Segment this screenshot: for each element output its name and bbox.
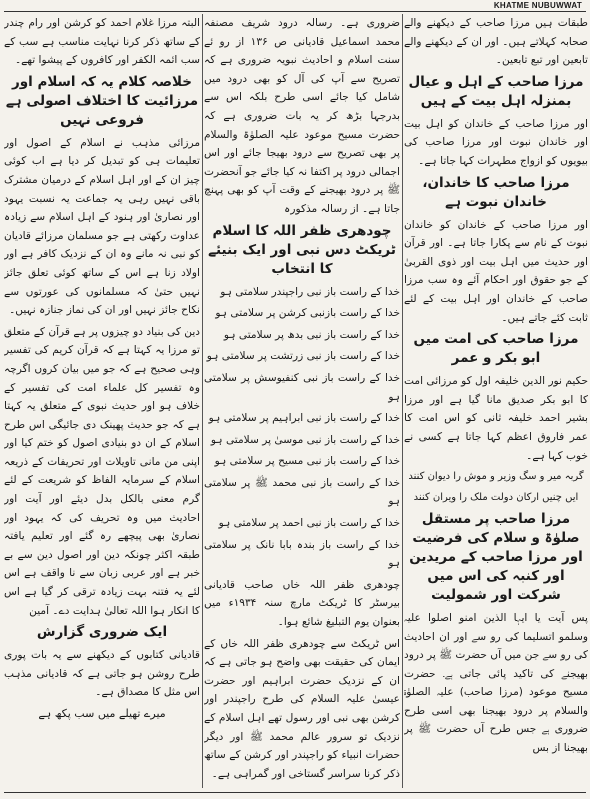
- section-heading: مرزا صاحب پر مستقل صلوٰۃ و سلام کی فرضیت اور مرزا صاحب کے مریدین اور کنبہ کی اس میں شرکت اور شمولیت: [409, 510, 583, 603]
- column-right: [404, 14, 588, 788]
- list-item: خدا کے راست باز نبی احمد پر سلامتی ہو: [218, 517, 400, 530]
- section-heading: مرزا صاحب کی امت میں ابو بکر و عمر: [413, 331, 579, 367]
- paragraph: پس آیت یا ایہا الذین امنو اصلوا علیہ وسلمو اتسلیما کی رو سے اور ان احادیث کی رو سے جن میں آں حضرت ﷺ پر درود بھیجنے کی تاکید پائی جاتی ہے۔ حضرت مسیح موعود (مرزا صاحب) علیہ الصلوٰۃ والسلام پر درود بھیجنا بھی اسی طرح ضروری ہے جس طرح آں حضرت ﷺ پر بھیجنا از بس: [404, 611, 588, 755]
- list-item: خدا کے راست باز نبی کنفیوسش پر سلامتی ہو: [204, 371, 400, 403]
- paragraph: دین کی بنیاد دو چیزوں پر ہے قرآن کے متعلق تو مرزا یہ کہتا ہے کہ قرآن کریم کی تفسیر وہی صحیح ہے کہ جو میں بیان کروں اگرچہ وہ تفسیر کل علماء امت کی تفسیر کے خلاف ہو اور حدیث نبوی کے متعلق یہ کہتا ہے کہ جو حدیث پھینک دی جائیگی اس طرح اسلام کے ان دو بنیادی اصول کو ختم کیا اور اپنی من مانی تاویلات اور تحریفات کے ذریعہ اسلام کے سرمایہ الفاظ کو شریعت کے لئے گرم معنی بالکل بدل دیئے اور آیت اور احادیث میں وہ تحریف کی کہ یہود اور نصاریٰ بھی پیچھے رہ گئے اور تعلیم یافتہ طبقہ اکثر چونکہ دین اور اصول دین سے بے خبر ہے اور عربی زبان سے نا واقف ہے اس لئے یہ فتنہ بہت زیادہ ترقی کر گیا ہے اس کا انکار ہوا اللہ تعالیٰ ہدایت دے۔ آمین: [4, 325, 200, 617]
- column-divider: [202, 14, 203, 788]
- paragraph: حکیم نور الدین خلیفہ اول کو مرزائی امت کا ابو بکر صدیق مانا گیا ہے اور مرزا بشیر احمد خلیفہ ثانی کو اس امت کا عمر فاروق اعظم کہا جاتا ہے کسی نے خوب کہا ہے۔: [404, 375, 588, 462]
- list-item: خدا کے راست باز بندہ بابا نانک پر سلامتی ہو: [204, 538, 400, 570]
- list-item: خدا کے راست باز نبی محمد ﷺ پر سلامتی ہو: [204, 476, 400, 508]
- salutation-list: [204, 283, 400, 573]
- paragraph: چودھری ظفر اللہ خاں صاحب قادیانی بیرسٹر کا ٹریکٹ مارچ سنہ ۱۹۳۴ء میں بعنوان یوم التبلیغ شائع ہوا۔: [204, 578, 400, 629]
- section-heading: ایک ضروری گزارش: [36, 624, 168, 641]
- section-heading: مرزا صاحب کے اہل و عیال بمنزلہ اہل بیت کے ہیں: [408, 73, 584, 109]
- list-item: خدا کے راست باز نبی موسیٰ پر سلامتی ہو: [210, 433, 400, 446]
- proverb-line: میرے تھیلے میں سب پکھ ہے: [38, 707, 166, 720]
- footer-rule: [4, 792, 586, 793]
- section-heading: مرزا صاحب کا خاندان، خاندان نبوت ہے: [422, 174, 570, 210]
- verse-line: ایں چنیں ارکان دولت ملک را ویران کنند: [413, 491, 579, 503]
- header-rule: [4, 11, 586, 12]
- paragraph: اس ٹریکٹ سے چودھری ظفر اللہ خاں کے ایمان کی حقیقت بھی واضح ہو جاتی ہے کہ ان کے نزدیک حضرت ابراہیم اور حضرت عیسیٰ علیہ السلام کی طرح راجپندر اور کرشن بھی نبی اور رسول تھے اہل اسلام کے نزدیک تو سرور عالم محمد ﷺ اور دیگر حضرات انبیاء کو راجپندر اور کرشن کے ساتھ ذکر کرنا سراسر گستاخی اور گمراہی ہے۔: [204, 637, 400, 780]
- paragraph: اور مرزا صاحب کے خاندان کو خاندان نبوت کے نام سے پکارا جاتا ہے۔ اور قرآن اور حدیث میں اہل بیت اور ذوی القربیٰ کے جو حقوق اور احکام آئے وہ سب مرزا صاحب کے خاندان اور اہل بیت کے لئے ثابت کئے جاتے ہیں۔: [404, 218, 588, 324]
- column-divider: [402, 14, 403, 788]
- paragraph: ضروری ہے۔ رسالہ درود شریف مصنفہ محمد اسماعیل قادیانی ص ۱۳۶ از رو ئے سنت اسلام و احادیث نبویہ ضروری ہے کہ تصریح سے آپ کی آل کو بھی درود میں شامل کیا جائے اسی طرح بلکہ اس سے بدرجہا بڑھ کر یہ بات ضروری ہے کہ حضرت مسیح موعود علیہ الصلوٰۃ والسلام پر بھی تصریح سے درود بھیجا جائے اور اس اجمالی درود پر اکتفا نہ کیا جائے جو آنحضرت ﷺ پر درود بھیجنے کے وقت آپ کو بھی پہنچ جاتا ہے۔ از رسالہ مذکورہ: [204, 17, 400, 215]
- list-item: خدا کے راست باز نبی ابراہیم پر سلامتی ہو: [208, 412, 400, 425]
- paragraph: مرزائی مذہب نے اسلام کے اصول اور تعلیمات ہی کو تبدیل کر دیا ہے اب کوئی چیز ان کے اور اہل اسلام کے درمیان مشترک باقی نہیں رہی یہ جماعت یہ نسبت یہود اور نصاریٰ اور ہنود کے اہل اسلام سے زیادہ عداوت رکھتی ہے جو مسلمان مرزائے قادیان کو نبی نہ مانے وہ ان کے نزدیک کافر ہے اور اولاد زنا ہے اس کے ساتھ کوئی تعلق جائز نہیں حتیٰ کہ مسلمانوں کی عورتوں سے نکاح جائز نہیں اور ان کی نماز جنازہ نہیں۔: [4, 136, 200, 317]
- paragraph: طبقات ہیں مرزا صاحب کے دیکھنے والے صحابہ کہلاتے ہیں۔ اور ان کے دیکھنے والے تابعین اور تبع تابعین۔: [404, 17, 588, 67]
- list-item: خدا کے راست باز نبی زرتشت پر سلامتی ہو: [206, 350, 400, 363]
- section-heading: خلاصہ کلام یہ کہ اسلام اور مرزائیت کا اختلاف اصولی ہے فروعی نہیں: [5, 73, 199, 128]
- section-heading: چودھری ظفر اللہ کا اسلام ٹریکٹ دس نبی اور ایک بنیئے کا انتخاب: [208, 222, 396, 277]
- list-item: خدا کے راست باز نبی راجپندر سلامتی ہو: [220, 285, 400, 298]
- list-item: خدا کے راست بازنبی کرشن پر سلامتی ہو: [215, 307, 400, 320]
- list-item: خدا کے راست باز نبی بدھ پر سلامتی ہو: [223, 328, 400, 341]
- list-item: خدا کے راست باز نبی مسیح پر سلامتی ہو: [214, 455, 400, 468]
- column-left: [4, 14, 200, 788]
- paragraph: البتہ مرزا غلام احمد کو کرشن اور رام چندر کے ساتھ ذکر کرنا نہایت مناسب ہے سب کے سب ائمہ الکفر اور کافروں کے پیشوا تھے۔: [4, 17, 200, 67]
- verse-line: گربہ میر و سگ وزیر و موش را دیوان کنند: [408, 471, 584, 483]
- paragraph: اور مرزا صاحب کے خاندان کو اہل بیت اور خاندان نبوت اور مرزا صاحب کی بیویوں کو ازواج مطہرات کہا جاتا ہے۔: [404, 117, 588, 167]
- paragraph: قادیانی کتابوں کے دیکھنے سے یہ بات پوری طرح روشن ہو جاتی ہے کہ قادیانی مذہب اس مثل کا مصداق ہے۔: [4, 649, 200, 699]
- masthead: KHATME NUBUWWAT: [493, 1, 582, 10]
- column-middle: [204, 14, 400, 788]
